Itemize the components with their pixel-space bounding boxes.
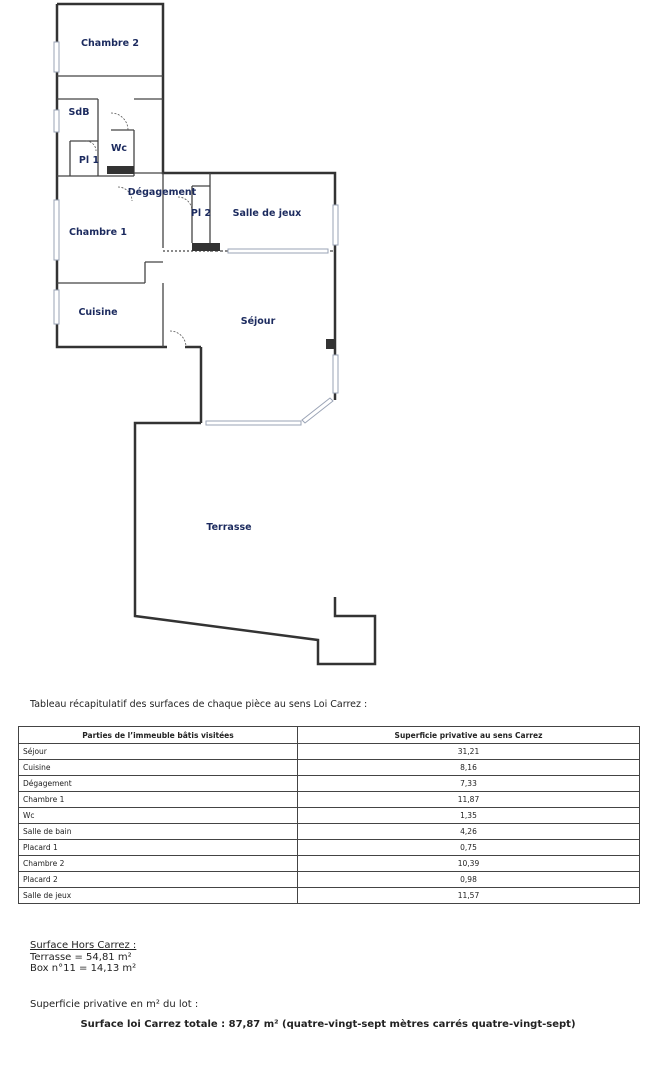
column-header-surface: Superficie privative au sens Carrez [298,727,640,744]
room-name-cell: Dégagement [19,776,298,792]
surface-cell: 10,39 [298,856,640,872]
room-name-cell: Chambre 2 [19,856,298,872]
outer-walls [57,4,375,664]
room-label-chambre1: Chambre 1 [69,227,127,238]
room-name-cell: Chambre 1 [19,792,298,808]
room-name-cell: Séjour [19,744,298,760]
room-label-sejour: Séjour [240,316,276,327]
room-label-terrasse: Terrasse [206,522,252,533]
column-header-parts: Parties de l’immeuble bâtis visitées [19,727,298,744]
surface-cell: 11,87 [298,792,640,808]
surface-cell: 11,57 [298,888,640,904]
hors-carrez-box: Box n°11 = 14,13 m² [30,963,137,974]
room-name-cell: Placard 1 [19,840,298,856]
room-name-cell: Placard 2 [19,872,298,888]
table-row [19,776,640,792]
room-name-cell: Wc [19,808,298,824]
room-label-pl2: Pl 2 [190,208,212,219]
table-row [19,856,640,872]
surface-table [18,726,640,904]
hors-carrez-section [30,940,136,975]
table-intro: Tableau récapitulatif des surfaces de chaque pièce au sens Loi Carrez : [30,699,368,710]
table-row [19,792,640,808]
surface-cell: 7,33 [298,776,640,792]
hors-carrez-title: Surface Hors Carrez : [30,940,137,951]
room-name-cell: Cuisine [19,760,298,776]
table-row [19,872,640,888]
surface-cell: 0,98 [298,872,640,888]
table-row [19,824,640,840]
privative-label: Superficie privative en m² du lot : [30,999,199,1010]
table-header-row [19,727,640,744]
surface-cell: 0,75 [298,840,640,856]
room-label-wc: Wc [110,143,128,154]
room-label-degagement: Dégagement [127,187,197,198]
room-label-cuisine: Cuisine [78,307,118,318]
table-row [19,888,640,904]
room-label-sdb: SdB [68,107,90,118]
table-row [19,808,640,824]
hors-carrez-terrasse: Terrasse = 54,81 m² [30,951,132,963]
surface-cell: 8,16 [298,760,640,776]
surface-cell: 1,35 [298,808,640,824]
room-label-chambre2: Chambre 2 [81,38,139,49]
table-row [19,744,640,760]
surface-cell: 31,21 [298,744,640,760]
room-name-cell: Salle de bain [19,824,298,840]
room-label-salle-de-jeux: Salle de jeux [232,208,302,219]
table-row [19,840,640,856]
surface-cell: 4,26 [298,824,640,840]
room-label-pl1: Pl 1 [78,155,100,166]
total-surface: Surface loi Carrez totale : 87,87 m² (quatre-vingt-sept mètres carrés quatre-vingt-sept) [80,1019,576,1030]
room-name-cell: Salle de jeux [19,888,298,904]
table-row [19,760,640,776]
